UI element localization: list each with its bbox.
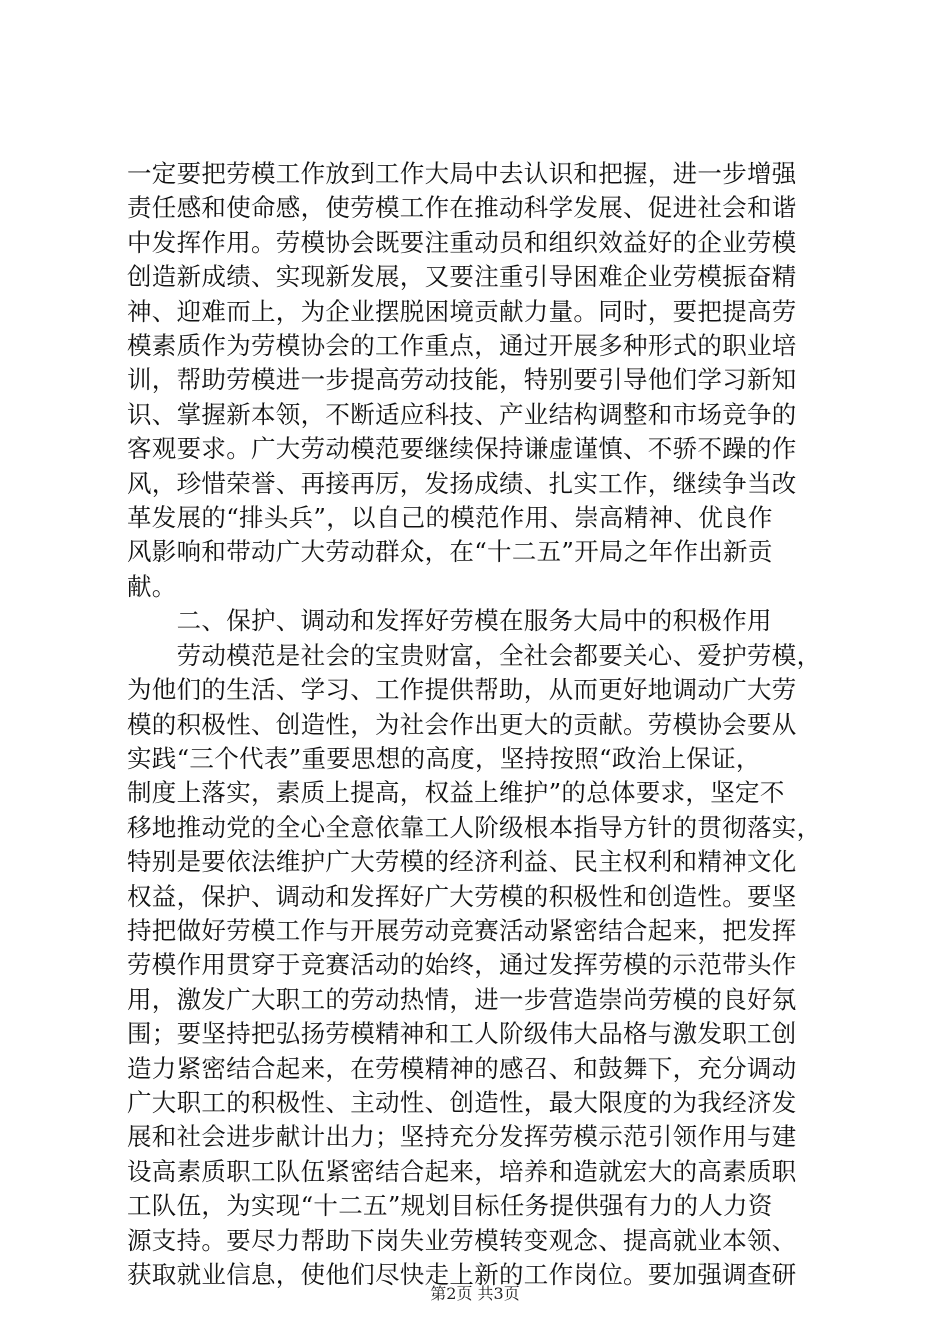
text-line: 制度上落实，素质上提高，权益上维护”的总体要求，坚定不 bbox=[127, 778, 785, 808]
text-line: 造力紧密结合起来，在劳模精神的感召、和鼓舞下，充分调动 bbox=[127, 1053, 797, 1083]
text-line: 神、迎难而上，为企业摆脱困境贡献力量。同时，要把提高劳 bbox=[127, 296, 797, 326]
text-line: 劳动模范是社会的宝贵财富，全社会都要关心、爱护劳模， bbox=[127, 640, 822, 670]
text-line: 源支持。要尽力帮助下岗失业劳模转变观念、提高就业本领、 bbox=[127, 1225, 797, 1255]
text-line: 中发挥作用。劳模协会既要注重动员和组织效益好的企业劳模 bbox=[127, 227, 797, 257]
text-line: 训，帮助劳模进一步提高劳动技能，特别要引导他们学习新知 bbox=[127, 365, 797, 395]
text-line: 劳模作用贯穿于竞赛活动的始终，通过发挥劳模的示范带头作 bbox=[127, 950, 797, 980]
text-line: 献。 bbox=[127, 571, 177, 601]
text-line: 一定要把劳模工作放到工作大局中去认识和把握，进一步增强 bbox=[127, 159, 797, 188]
text-line: 革发展的“排头兵”，以自己的模范作用、崇高精神、优良作 bbox=[127, 503, 773, 533]
text-line: 获取就业信息，使他们尽快走上新的工作岗位。要加强调查研 bbox=[127, 1260, 797, 1289]
text-line: 用，激发广大职工的劳动热情，进一步营造崇尚劳模的良好氛 bbox=[127, 984, 797, 1014]
text-line: 风影响和带动广大劳动群众，在“十二五”开局之年作出新贡 bbox=[127, 537, 773, 567]
text-line: 持把做好劳模工作与开展劳动竞赛活动紧密结合起来，把发挥 bbox=[127, 915, 797, 945]
text-line: 为他们的生活、学习、工作提供帮助，从而更好地调动广大劳 bbox=[127, 675, 797, 705]
text-line: 展和社会进步献计出力；坚持充分发挥劳模示范引领作用与建 bbox=[127, 1122, 797, 1152]
text-line: 特别是要依法维护广大劳模的经济利益、民主权利和精神文化 bbox=[127, 847, 797, 877]
text-line: 工队伍，为实现“十二五”规划目标任务提供强有力的人力资 bbox=[127, 1191, 773, 1221]
document-body bbox=[127, 157, 827, 1292]
text-line: 模素质作为劳模协会的工作重点，通过开展多种形式的职业培 bbox=[127, 331, 797, 361]
text-line: 实践“三个代表”重要思想的高度，坚持按照“政治上保证， bbox=[127, 743, 761, 773]
text-line: 识、掌握新本领，不断适应科技、产业结构调整和市场竞争的 bbox=[127, 399, 797, 429]
text-line: 客观要求。广大劳动模范要继续保持谦虚谨慎、不骄不躁的作 bbox=[127, 434, 797, 464]
text-line: 权益，保护、调动和发挥好广大劳模的积极性和创造性。要坚 bbox=[127, 881, 797, 911]
text-line: 责任感和使命感，使劳模工作在推动科学发展、促进社会和谐 bbox=[127, 193, 797, 223]
text-line: 创造新成绩、实现新发展，又要注重引导困难企业劳模振奋精 bbox=[127, 262, 797, 292]
text-line: 围；要坚持把弘扬劳模精神和工人阶级伟大品格与激发职工创 bbox=[127, 1019, 797, 1049]
text-line: 广大职工的积极性、主动性、创造性，最大限度的为我经济发 bbox=[127, 1087, 797, 1117]
section-heading: 二、保护、调动和发挥好劳模在服务大局中的积极作用 bbox=[127, 606, 772, 636]
text-line: 设高素质职工队伍紧密结合起来，培养和造就宏大的高素质职 bbox=[127, 1156, 797, 1186]
text-line: 模的积极性、创造性，为社会作出更大的贡献。劳模协会要从 bbox=[127, 709, 797, 739]
text-line: 风，珍惜荣誉、再接再厉，发扬成绩、扎实工作，继续争当改 bbox=[127, 468, 797, 498]
page-number-footer: 第2页 共3页 bbox=[430, 1284, 520, 1303]
text-line: 移地推动党的全心全意依靠工人阶级根本指导方针的贯彻落实， bbox=[127, 812, 822, 842]
